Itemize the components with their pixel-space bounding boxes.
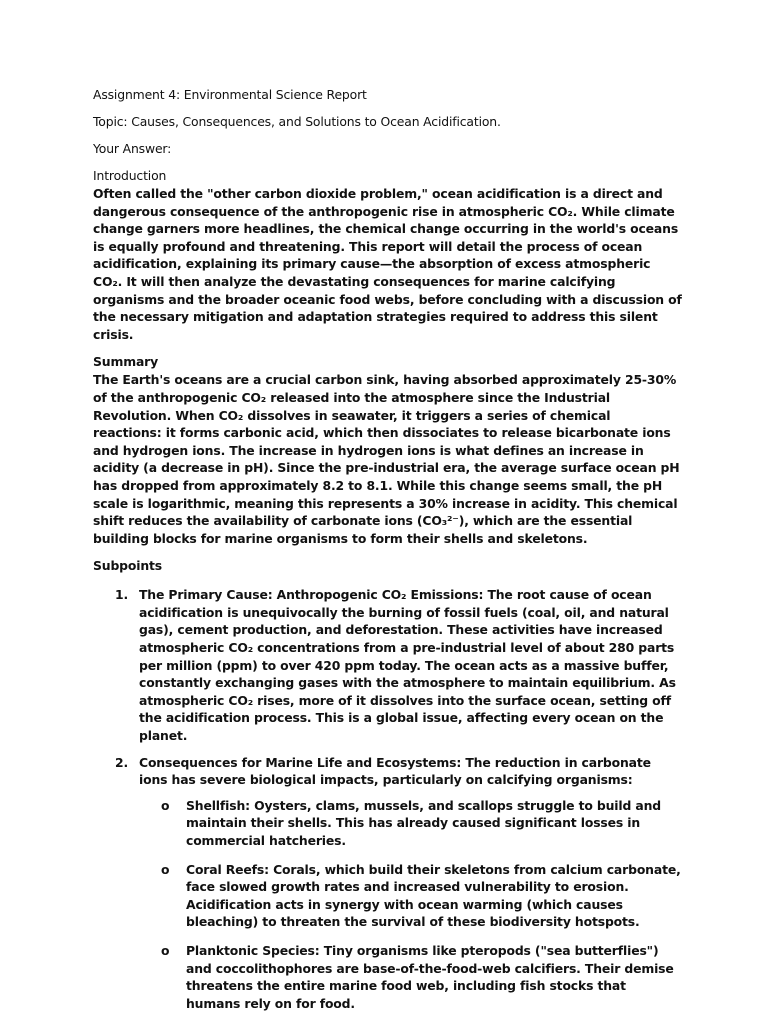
- list-item-text: Consequences for Marine Life and Ecosystems: The reduction in carbonate ions has severe biological impacts, particularly on calcifying organisms:: [139, 754, 651, 788]
- bullet-text: Planktonic Species: Tiny organisms like pteropods ("sea butterflies") and coccolithophores are base-of-the-food-web calcifiers. Their demise threatens the entire marine food web, including fish stocks that humans rely on for food.: [186, 942, 674, 1011]
- list-item-number: 1.: [115, 587, 129, 603]
- summary-paragraph: The Earth's oceans are a crucial carbon sink, having absorbed approximately 25-30% of the anthropogenic CO₂ released into the atmosphere since the Industrial Revolution. When CO₂ dissolves in seawater, it triggers a series of chemical reactions: it forms carbonic acid, which then dissociates to release bicarbonate ions and hydrogen ions. The increase in hydrogen ions is what defines an increase in acidity (a decrease in pH). Since the pre-industrial era, the average surface ocean pH has dropped from approximately 8.2 to 8.1. While this change seems small, the pH scale is logarithmic, meaning this represents a 30% increase in acidity. This chemical shift reduces the availability of carbonate ions (CO₃²⁻), which are the essential building blocks for marine organisms to form their shells and skeletons.: [93, 372, 680, 546]
- bullet-text: Shellfish: Oysters, clams, mussels, and scallops struggle to build and maintain their shells. This has already caused significant losses in commercial hatcheries.: [186, 797, 661, 848]
- bullet-marker: o: [161, 797, 170, 813]
- list-item: [93, 754, 683, 1013]
- bullet-item: [139, 861, 683, 931]
- list-item: [93, 586, 683, 744]
- subpoints-heading: Subpoints: [93, 558, 163, 574]
- document-page: [93, 86, 683, 1023]
- assignment-title: Assignment 4: Environmental Science Report: [93, 87, 367, 102]
- bullet-item: [139, 797, 683, 850]
- your-answer-label: Your Answer:: [93, 141, 172, 156]
- bullet-marker: o: [161, 861, 170, 877]
- introduction-paragraph: Often called the "other carbon dioxide problem," ocean acidification is a direct and dangerous consequence of the anthropogenic rise in atmospheric CO₂. While climate change garners more headlines, the chemical change occurring in the world's oceans is equally profound and threatening. This report will detail the process of ocean acidification, explaining its primary cause—the absorption of excess atmospheric CO₂. It will then analyze the devastating consequences for marine calcifying organisms and the broader oceanic food webs, before concluding with a discussion of the necessary mitigation and adaptation strategies required to address this silent crisis.: [93, 186, 682, 342]
- bullet-text: Coral Reefs: Corals, which build their skeletons from calcium carbonate, face slowed growth rates and increased vulnerability to erosion. Acidification acts in synergy with ocean warming (which causes bleaching) to threaten the survival of these biodiversity hotspots.: [186, 861, 681, 930]
- topic-line: Topic: Causes, Consequences, and Solutions to Ocean Acidification.: [93, 114, 501, 129]
- list-item-text: The Primary Cause: Anthropogenic CO₂ Emissions: The root cause of ocean acidification is unequivocally the burning of fossil fuels (coal, oil, and natural gas), cement production, and deforestation. These activities have increased atmospheric CO₂ concentrations from a pre-industrial level of about 280 parts per million (ppm) to over 420 ppm today. The ocean acts as a massive buffer, constantly exchanging gases with the atmosphere to maintain equilibrium. As atmospheric CO₂ rises, more of it dissolves into the surface ocean, setting off the acidification process. This is a global issue, affecting every ocean on the planet.: [139, 587, 676, 744]
- bullet-item: [139, 942, 683, 1012]
- bullet-marker: o: [161, 942, 170, 958]
- list-item-number: 2.: [115, 754, 129, 770]
- consequences-bullet-list: [139, 797, 683, 1013]
- summary-heading: Summary: [93, 354, 159, 370]
- subpoints-list: [93, 586, 683, 1012]
- introduction-heading: Introduction: [93, 168, 167, 183]
